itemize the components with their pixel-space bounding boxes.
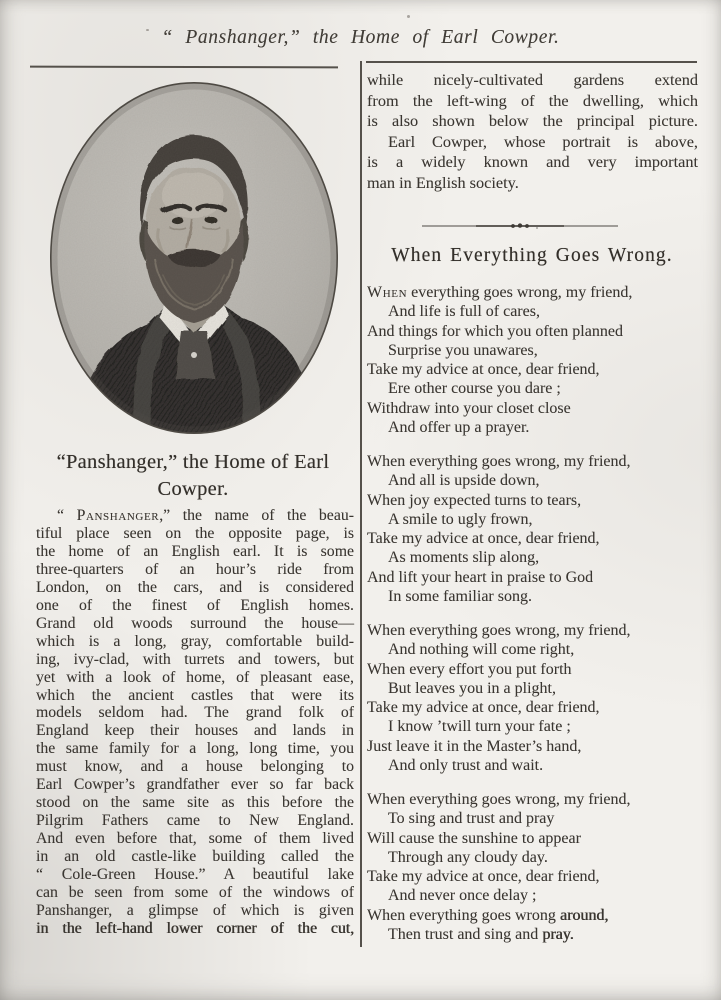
poem-stanza (367, 790, 701, 944)
text-line (367, 510, 701, 529)
text-line (367, 360, 701, 379)
text-segment: And all is upside down, (388, 472, 540, 490)
text-line (36, 669, 354, 687)
text-segment: while nicely-cultivated gardens extend (367, 70, 698, 89)
text-segment: must know, and a house belonging to (36, 758, 354, 776)
text-segment: “ Cole-Green House.” A beautiful lake (36, 866, 354, 884)
text-segment: everything goes wrong, my friend, (407, 284, 633, 301)
text-segment: Panshanger, a glimpse of which is given (36, 901, 354, 919)
text-line (367, 756, 701, 775)
column-divider-rule (360, 61, 362, 947)
text-segment: Then trust and sing and (388, 925, 543, 943)
text-line (36, 651, 354, 669)
text-line (36, 615, 354, 633)
text-segment: ,” the name of the beau- (159, 507, 354, 524)
text-line (367, 809, 701, 828)
text-segment: When joy expected turns to tears, (367, 491, 582, 509)
text-line (367, 679, 701, 698)
article-title-line2: Cowper. (157, 478, 229, 500)
text-line (367, 737, 701, 756)
text-segment: London, on the cars, and is considered (36, 578, 354, 596)
article-body-paragraph (36, 507, 354, 938)
text-line (367, 322, 701, 341)
page-header-title: “ Panshanger,” the Home of Earl Cowper. (161, 27, 560, 48)
text-line (367, 152, 698, 173)
text-segment: But leaves you in a plight, (388, 679, 556, 697)
text-segment: Earl Cowper’s grandfather ever so far back (36, 776, 354, 794)
text-line (367, 529, 701, 548)
text-segment: And even before that, some of them lived (36, 830, 354, 848)
text-line (367, 790, 701, 809)
text-line (367, 399, 701, 418)
poem-stanza (367, 283, 701, 437)
text-line (36, 579, 354, 597)
text-line (36, 561, 354, 579)
text-segment: yet with a look of home, of pleasant ease, (36, 668, 354, 686)
text-segment: Ere other course you dare ; (388, 380, 561, 398)
text-segment: When everything goes wrong, my friend, (367, 791, 631, 808)
text-line (36, 597, 354, 615)
text-line (367, 70, 698, 91)
text-segment: stood on the same site as this before the (36, 794, 354, 812)
text-segment: Panshanger (76, 507, 160, 524)
text-line (367, 379, 701, 398)
text-segment: three-quarters of an hour’s ride from (36, 560, 354, 578)
text-segment: And nothing will come right, (388, 641, 575, 659)
text-line (36, 525, 354, 543)
text-line (367, 867, 701, 886)
text-line (36, 543, 354, 561)
text-line (36, 740, 354, 758)
text-segment: is a widely known and very important (367, 152, 698, 172)
text-segment: pray. (542, 925, 574, 943)
text-line (36, 687, 354, 705)
text-line (367, 717, 701, 736)
portrait-engraving (47, 79, 341, 437)
text-line (367, 418, 701, 437)
text-segment: As moments slip along, (388, 549, 540, 567)
text-line (367, 621, 701, 640)
text-segment: A smile to ugly frown, (388, 510, 533, 528)
text-line (36, 794, 354, 812)
text-line (36, 848, 354, 866)
text-line (367, 91, 698, 112)
text-segment: is also shown below the principal picture. (367, 111, 698, 131)
text-segment: Withdraw into your closet close (367, 399, 571, 417)
poem-body (367, 283, 701, 959)
text-segment: in an old castle-like building called the (36, 848, 354, 866)
text-segment: And only trust and wait. (388, 756, 544, 774)
text-segment: can be seen from some of the windows of (36, 884, 354, 902)
scan-speck (146, 29, 149, 31)
text-segment: Pilgrim Fathers came to New England. (36, 812, 354, 830)
text-line (367, 132, 698, 153)
text-segment: Take my advice at once, dear friend, (367, 699, 600, 716)
text-segment: When everything goes wrong (367, 906, 560, 924)
text-line (367, 906, 701, 925)
text-segment: Earl Cowper, whose portrait is above, (388, 131, 698, 151)
text-line (367, 698, 701, 717)
text-segment: around, (559, 906, 609, 924)
text-segment: Will cause the sunshine to appear (367, 829, 581, 847)
text-segment: And never once delay ; (388, 887, 537, 905)
text-segment: Surprise you unawares, (388, 341, 538, 359)
poem-stanza (367, 452, 701, 606)
text-line (36, 884, 354, 902)
text-segment: Grand old woods surround the house— (36, 614, 354, 632)
text-line (367, 548, 701, 567)
text-line (36, 920, 354, 938)
text-segment: And life is full of cares, (388, 303, 540, 321)
text-segment: which is a long, gray, comfortable build- (36, 632, 354, 650)
text-line (36, 758, 354, 776)
text-line (367, 829, 701, 848)
header-rule-right (366, 61, 697, 63)
text-line (36, 507, 354, 525)
text-segment: Through any cloudy day. (388, 848, 548, 866)
poem-stanza (367, 621, 701, 775)
text-line (367, 111, 698, 132)
text-segment: England keep their houses and lands in (36, 722, 354, 740)
text-line (367, 491, 701, 510)
text-segment: And offer up a prayer. (388, 418, 530, 436)
dotted-rule-divider-icon (420, 220, 620, 232)
text-line (36, 722, 354, 740)
article-title-line1: “Panshanger,” the Home of Earl (56, 451, 330, 473)
text-line (36, 830, 354, 848)
text-line (367, 886, 701, 905)
text-segment: which the ancient castles that were its (36, 686, 354, 704)
text-segment: When everything goes wrong, my friend, (367, 622, 631, 639)
text-line (367, 452, 701, 471)
text-segment: When (367, 284, 408, 301)
text-segment: To sing and trust and pray (388, 810, 555, 828)
article-title (26, 449, 360, 503)
text-segment: one of the finest of English homes. (36, 596, 354, 614)
text-line (367, 471, 701, 490)
section-divider-ornament (420, 219, 620, 231)
text-segment: ing, ivy-clad, with turrets and towers, but (36, 650, 354, 668)
text-segment: In some familiar song. (388, 587, 532, 605)
text-segment: Take my advice at once, dear friend, (367, 530, 600, 547)
text-segment: the same family for a long, long time, you (36, 740, 354, 758)
text-line (367, 568, 701, 587)
text-line (36, 633, 354, 651)
text-segment: models seldom had. The grand folk of (36, 704, 354, 722)
text-line (367, 925, 701, 944)
text-segment: the home of an English earl. It is some (36, 542, 354, 560)
text-line (367, 341, 701, 360)
text-line (367, 283, 701, 302)
text-line (367, 848, 701, 867)
text-line (36, 812, 354, 830)
text-segment: in the left-hand lower corner of the cut, (36, 919, 354, 937)
poem-title: When Everything Goes Wrong. (391, 245, 673, 266)
text-segment: from the left-wing of the dwelling, which (367, 90, 698, 110)
text-line (367, 173, 698, 194)
text-segment: And things for which you often planned (367, 322, 623, 340)
text-segment: I know ’twill turn your fate ; (388, 718, 571, 736)
oval-portrait-illustration-icon (47, 79, 341, 437)
header-rule-left (30, 66, 338, 68)
text-line (367, 302, 701, 321)
text-line (36, 776, 354, 794)
text-line (367, 587, 701, 606)
text-line (367, 660, 701, 679)
text-segment: Just leave it in the Master’s hand, (367, 737, 582, 755)
scan-speck (407, 15, 410, 18)
text-segment: man in English society. (367, 172, 519, 192)
text-segment: Take my advice at once, dear friend, (367, 361, 600, 378)
text-segment: “ (57, 507, 77, 524)
article-continuation-paragraph (367, 70, 698, 194)
text-line (36, 902, 354, 920)
text-segment: And lift your heart in praise to God (367, 568, 594, 586)
text-segment: Take my advice at once, dear friend, (367, 868, 600, 885)
text-segment: When everything goes wrong, my friend, (367, 453, 631, 470)
text-line (36, 866, 354, 884)
text-segment: tiful place seen on the opposite page, is (36, 524, 354, 542)
text-line (36, 704, 354, 722)
text-line (367, 640, 701, 659)
text-segment: When every effort you put forth (367, 660, 572, 678)
